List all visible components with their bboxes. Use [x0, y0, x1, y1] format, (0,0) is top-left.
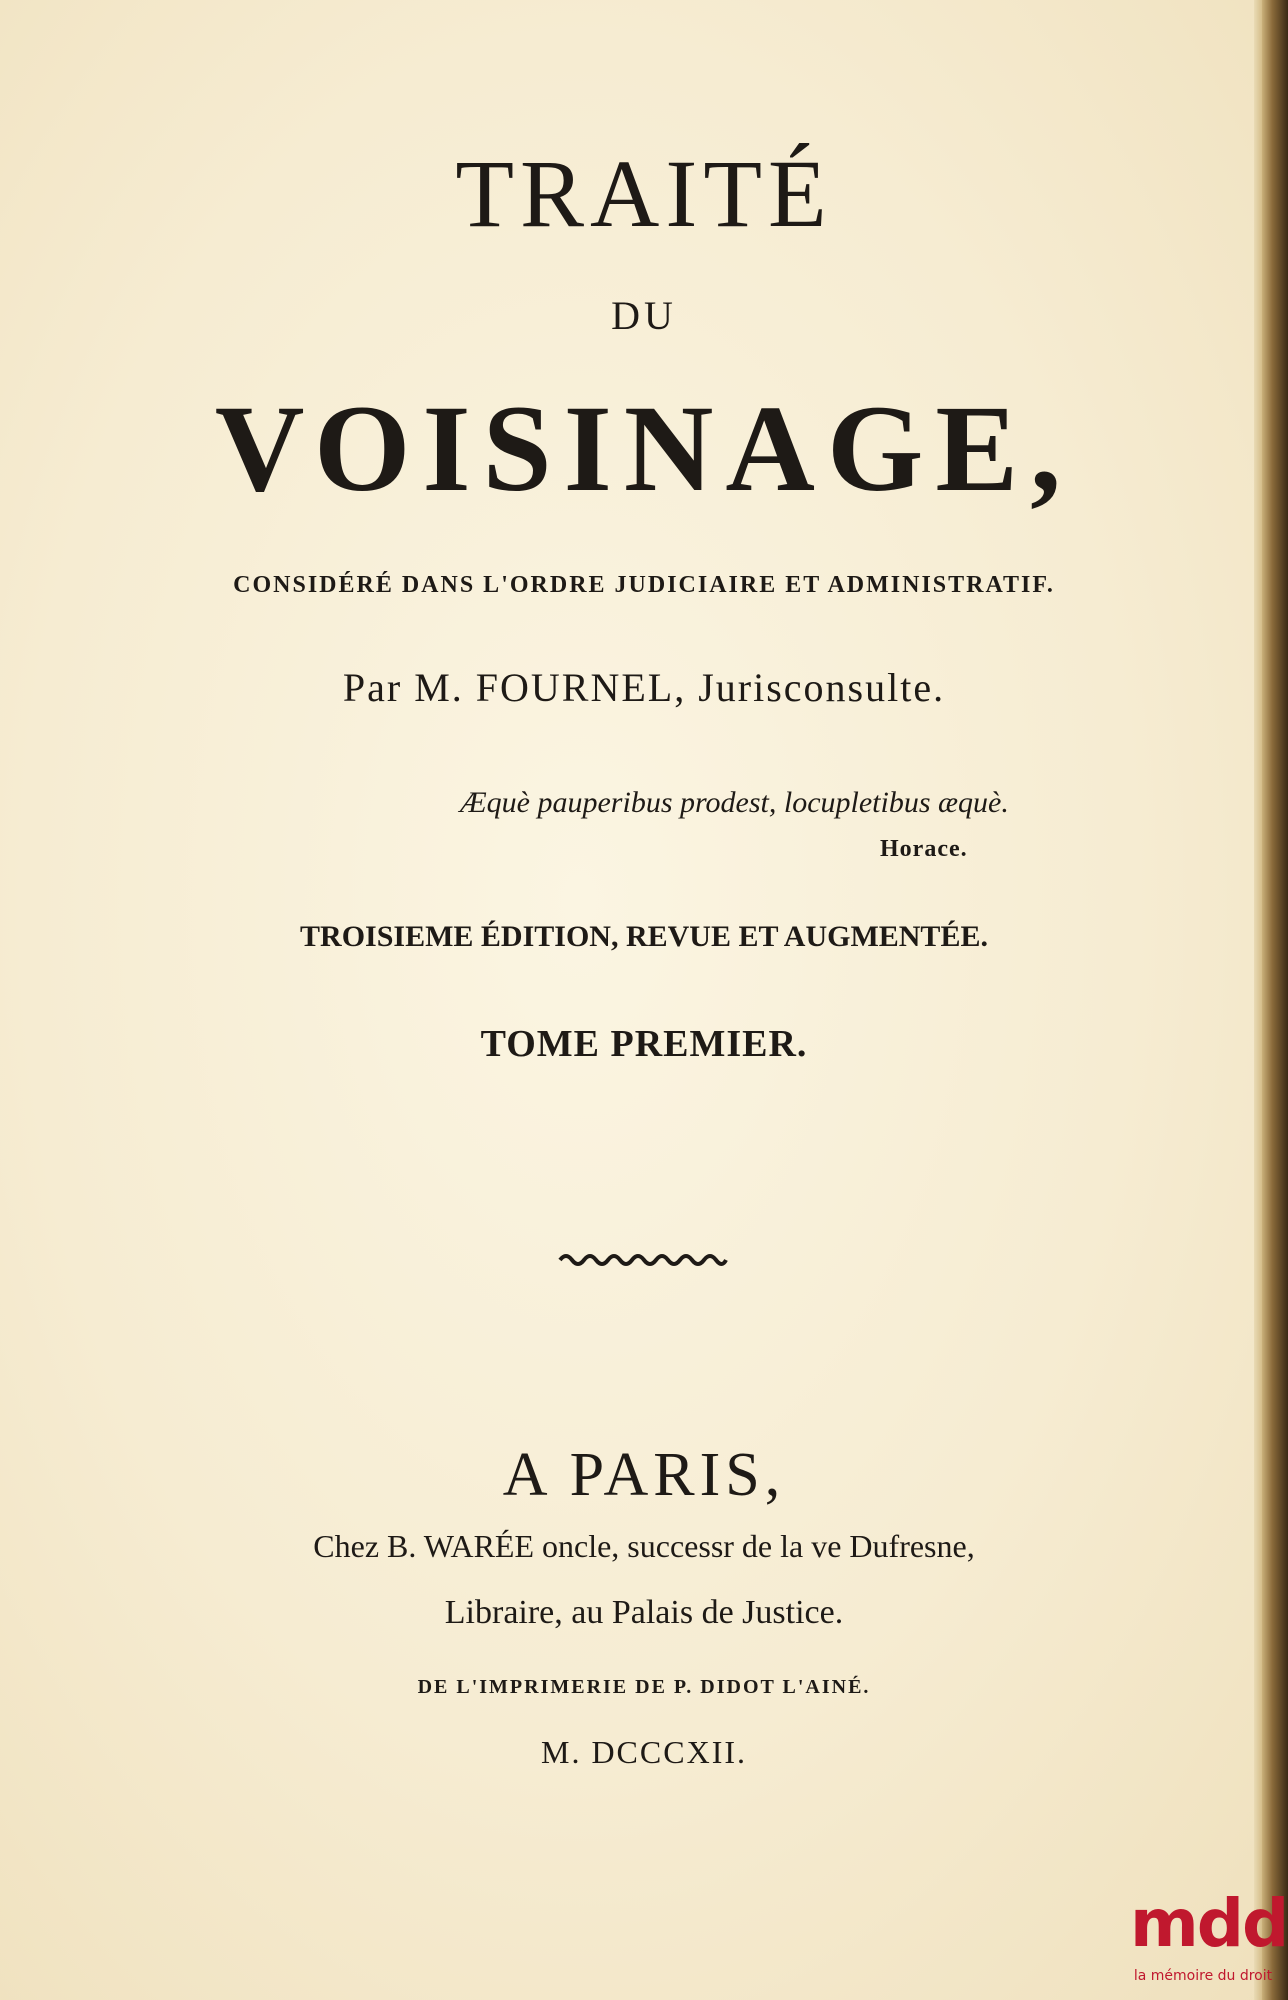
title-line-du: DU [611, 293, 677, 338]
mdd-logo-tagline: la mémoire du droit [1133, 1968, 1273, 1984]
author-line: Par M. FOURNEL, Jurisconsulte. [342, 665, 946, 710]
imprint-publisher-line-2: Libraire, au Palais de Justice. [444, 1594, 844, 1631]
title-line-voisinage: VOISINAGE, [214, 380, 1074, 517]
imprint-publisher-line-1: Chez B. WARÉE oncle, successr de la ve Dufresne, [313, 1528, 975, 1564]
mdd-logo [1118, 1885, 1288, 2000]
imprint-city: A PARIS, [502, 1441, 786, 1509]
epigraph-text: Æquè pauperibus prodest, locupletibus æquè. [460, 786, 1009, 819]
tome-line: TOME PREMIER. [480, 1023, 808, 1065]
title-line-traite: TRAITÉ [455, 140, 833, 247]
subtitle: CONSIDÉRÉ DANS L'ORDRE JUDICIAIRE ET ADMINISTRATIF. [233, 572, 1055, 598]
imprint-year: M. DCCCXII. [540, 1734, 747, 1770]
imprint-printer: DE L'IMPRIMERIE DE P. DIDOT L'AINÉ. [417, 1676, 871, 1698]
epigraph-source: Horace. [880, 836, 968, 862]
ornament-divider [558, 1250, 728, 1270]
mdd-logo-mark: mdd [1130, 1885, 1288, 1962]
edition-line: TROISIEME ÉDITION, REVUE ET AUGMENTÉE. [300, 920, 988, 953]
